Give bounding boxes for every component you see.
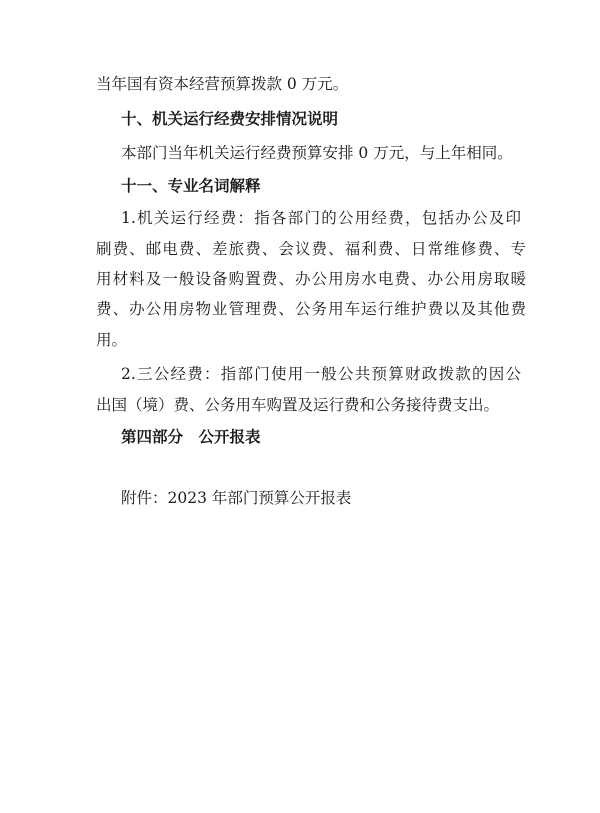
paragraph-line: 刷费、邮电费、差旅费、会议费、福利费、日常维修费、专 (96, 240, 526, 258)
paragraph-line: 费、办公用房物业管理费、公务用车运行维护费以及其他费 (96, 300, 526, 318)
paragraph-line: 2.三公经费：指部门使用一般公共预算财政拨款的因公 (121, 365, 521, 383)
paragraph-line: 出国（境）费、公务用车购置及运行费和公务接待费支出。 (96, 396, 500, 414)
paragraph-line: 当年国有资本经营预算拨款 0 万元。 (96, 75, 349, 93)
paragraph-line: 用。 (96, 331, 128, 349)
part-heading: 第四部分 公开报表 (121, 428, 261, 446)
paragraph-line: 用材料及一般设备购置费、办公用房水电费、办公用房取暖 (96, 270, 526, 288)
paragraph-line: 本部门当年机关运行经费预算安排 0 万元，与上年相同。 (121, 144, 513, 162)
attachment-line: 附件：2023 年部门预算公开报表 (121, 489, 352, 507)
paragraph-line: 1.机关运行经费：指各部门的公用经费，包括办公及印 (121, 209, 521, 227)
section-heading-11: 十一、专业名词解释 (121, 177, 261, 195)
section-heading-10: 十、机关运行经费安排情况说明 (121, 110, 339, 128)
